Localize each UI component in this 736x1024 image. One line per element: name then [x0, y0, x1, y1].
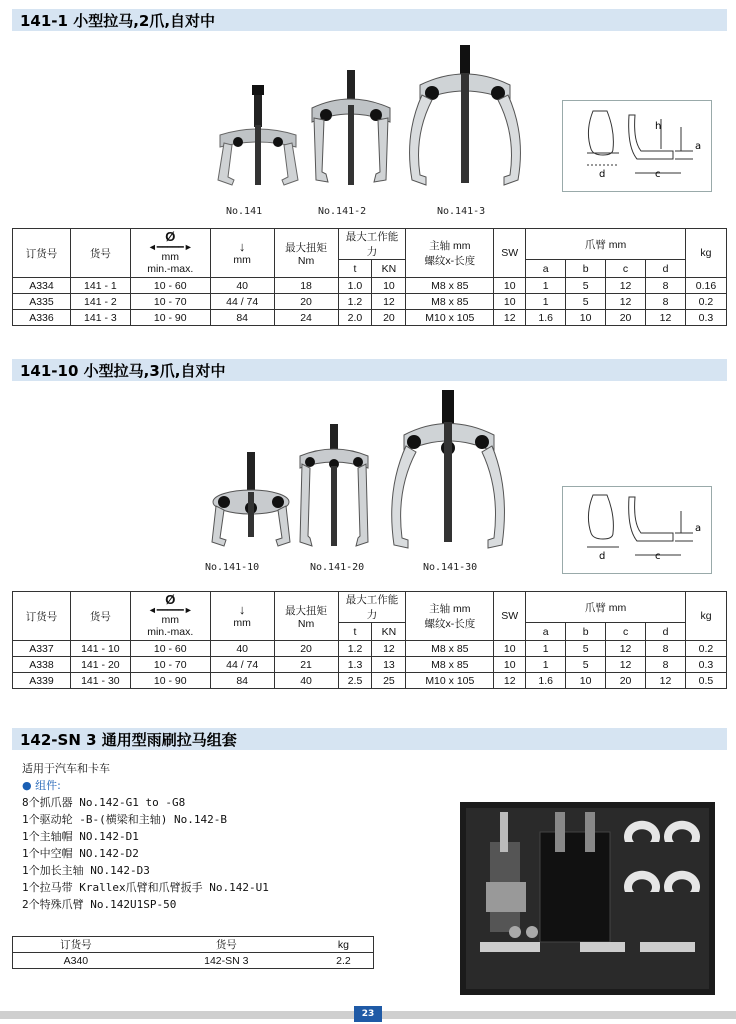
- section-header-142-sn3: [12, 728, 727, 750]
- table-cell: M10 x 105: [406, 673, 494, 689]
- table-cell: 10 - 60: [130, 641, 210, 657]
- table-cell: 12: [494, 310, 526, 326]
- items-list: [22, 794, 269, 913]
- hdr-spindle-label: 主轴 mm: [429, 240, 471, 252]
- table-cell: 1.3: [338, 657, 372, 673]
- hdr-a: a: [526, 623, 566, 641]
- hdr-dia-mm: mm: [161, 614, 180, 626]
- table-cell: 20: [606, 310, 646, 326]
- hdr-torque-label: 最大扭矩: [285, 604, 328, 617]
- small-kg: 2.2: [314, 953, 374, 969]
- table-cell: 5: [566, 641, 606, 657]
- table-row: [13, 294, 727, 310]
- hdr-t: t: [338, 260, 372, 278]
- hdr-kn: KN: [372, 260, 406, 278]
- hdr-spindle: [406, 229, 494, 278]
- hdr-sw: SW: [494, 592, 526, 641]
- table-cell: 1: [526, 657, 566, 673]
- table-cell: 10: [372, 278, 406, 294]
- hdr-kn: KN: [372, 623, 406, 641]
- table-cell: 12: [646, 673, 686, 689]
- section-title: 141-1 小型拉马,2爪,自对中: [20, 11, 216, 30]
- hdr-d: d: [646, 623, 686, 641]
- hdr-minmax: min.-max.: [147, 263, 194, 275]
- hdr-c: c: [606, 260, 646, 278]
- diagram-label-c: c: [655, 169, 661, 180]
- table-cell: 40: [274, 673, 338, 689]
- table-cell: 8: [646, 278, 686, 294]
- hdr-c: c: [606, 623, 646, 641]
- caption-no141-30: No.141-30: [423, 562, 478, 573]
- table-row: [13, 657, 727, 673]
- hdr-diameter: [130, 592, 210, 641]
- table-cell: A334: [13, 278, 71, 294]
- jaw-dimension-diagram-2: [562, 486, 712, 574]
- table-cell: 141 - 10: [70, 641, 130, 657]
- diagram-label-c: c: [655, 551, 661, 562]
- puller-photo-141: [210, 85, 305, 190]
- table-cell: 2.0: [338, 310, 372, 326]
- list-item: 1个拉马带 Krallex爪臂和爪臂扳手 No.142-U1: [22, 881, 269, 894]
- table-cell: A336: [13, 310, 71, 326]
- hdr-item-no: 货号: [70, 592, 130, 641]
- hdr-spindle-thread: 螺纹x-长度: [424, 618, 476, 630]
- table-cell: 1: [526, 278, 566, 294]
- diagram-label-a: a: [695, 523, 702, 534]
- hdr-spindle: [406, 592, 494, 641]
- hdr-torque-label: 最大扭矩: [285, 241, 328, 254]
- hdr-order-no: 订货号: [13, 229, 71, 278]
- hdr-spindle-thread: 螺纹x-长度: [424, 255, 476, 267]
- small-order-no: A340: [13, 953, 139, 969]
- diagram-label-d: d: [599, 169, 606, 180]
- list-item: 2个特殊爪臂 No.142U1SP-50: [22, 898, 177, 911]
- table-cell: 0.5: [685, 673, 726, 689]
- puller-photo-141-20: [294, 424, 374, 554]
- hdr-dia-symbol: Ø: [165, 229, 176, 244]
- hdr-order-no: 订货号: [13, 592, 71, 641]
- table-cell: M8 x 85: [406, 641, 494, 657]
- dia-arrow-icon: ◄━━━━━►: [147, 605, 193, 615]
- hdr-depth: [210, 592, 274, 641]
- table-cell: 12: [606, 641, 646, 657]
- hdr-b: b: [566, 623, 606, 641]
- table-cell: 40: [210, 278, 274, 294]
- table-cell: 44 / 74: [210, 657, 274, 673]
- table-cell: 0.3: [685, 310, 726, 326]
- table-cell: M8 x 85: [406, 657, 494, 673]
- table-cell: 10 - 60: [130, 278, 210, 294]
- table-cell: 84: [210, 310, 274, 326]
- depth-arrow-icon: ↓: [238, 602, 246, 617]
- table-cell: 5: [566, 278, 606, 294]
- hdr-depth: [210, 229, 274, 278]
- table-cell: 10: [566, 310, 606, 326]
- component-list: [22, 760, 269, 913]
- hdr-depth-mm: mm: [233, 254, 251, 266]
- table-cell: 1.2: [338, 294, 372, 310]
- table-cell: 40: [210, 641, 274, 657]
- table-cell: 12: [372, 641, 406, 657]
- table-cell: M10 x 105: [406, 310, 494, 326]
- hdr-item-no: 货号: [70, 229, 130, 278]
- spec-table-141-10: [12, 591, 727, 689]
- table-row: [13, 673, 727, 689]
- table-cell: 25: [372, 673, 406, 689]
- puller-photo-141-3: [402, 45, 527, 190]
- table-cell: 12: [606, 657, 646, 673]
- hdr-minmax: min.-max.: [147, 626, 194, 638]
- depth-arrow-icon: ↓: [238, 239, 246, 254]
- hdr-t: t: [338, 623, 372, 641]
- jaw-dimension-diagram: [562, 100, 712, 192]
- intro-text: 适用于汽车和卡车: [22, 762, 110, 775]
- table-cell: 141 - 20: [70, 657, 130, 673]
- table-cell: M8 x 85: [406, 294, 494, 310]
- table-cell: 0.2: [685, 641, 726, 657]
- components-heading: [22, 777, 269, 794]
- section-header-141-10: [12, 359, 727, 381]
- caption-no141-20: No.141-20: [310, 562, 365, 573]
- diagram-label-h: h: [655, 121, 662, 132]
- table-cell: 84: [210, 673, 274, 689]
- table-cell: 8: [646, 641, 686, 657]
- small-item-no: 142-SN 3: [139, 953, 314, 969]
- puller-photo-141-10: [206, 452, 296, 552]
- hdr-a: a: [526, 260, 566, 278]
- table-cell: 20: [606, 673, 646, 689]
- puller-photo-141-2: [300, 70, 400, 190]
- table-cell: 141 - 1: [70, 278, 130, 294]
- table-cell: 141 - 30: [70, 673, 130, 689]
- table-cell: 20: [274, 641, 338, 657]
- hdr-dia-symbol: Ø: [165, 592, 176, 607]
- table-cell: 10: [566, 673, 606, 689]
- wiper-puller-kit-photo: [460, 802, 715, 995]
- section-header-141-1: [12, 9, 727, 31]
- diagram-label-d: d: [599, 551, 606, 562]
- table-cell: 8: [646, 294, 686, 310]
- page-number: 23: [354, 1006, 382, 1022]
- diagram-label-a: a: [695, 141, 702, 152]
- hdr-torque: [274, 592, 338, 641]
- bullet-icon: ●: [22, 779, 36, 792]
- table-row: [13, 641, 727, 657]
- table-cell: 1.2: [338, 641, 372, 657]
- list-item: 1个驱动轮 -B-(横梁和主轴) No.142-B: [22, 813, 227, 826]
- puller-photo-141-30: [382, 390, 517, 555]
- hdr-depth-mm: mm: [233, 617, 251, 629]
- dia-arrow-icon: ◄━━━━━►: [147, 242, 193, 252]
- table-cell: 12: [494, 673, 526, 689]
- components-label: 组件:: [35, 779, 61, 792]
- table-cell: 10: [494, 294, 526, 310]
- table-cell: M8 x 85: [406, 278, 494, 294]
- table-cell: 141 - 3: [70, 310, 130, 326]
- table-cell: A335: [13, 294, 71, 310]
- table-cell: 1: [526, 294, 566, 310]
- hdr-dia-mm: mm: [161, 251, 180, 263]
- hdr-kg: kg: [685, 229, 726, 278]
- table-cell: 12: [606, 278, 646, 294]
- table-cell: 13: [372, 657, 406, 673]
- table-cell: 12: [606, 294, 646, 310]
- hdr-jaw: 爪臂 mm: [526, 592, 686, 623]
- table-cell: 0.16: [685, 278, 726, 294]
- table-cell: 12: [372, 294, 406, 310]
- list-item: 1个加长主轴 NO.142-D3: [22, 864, 150, 877]
- table-cell: 0.2: [685, 294, 726, 310]
- table-cell: 10 - 90: [130, 310, 210, 326]
- table-row: [13, 310, 727, 326]
- small-hdr-order-no: 订货号: [13, 937, 139, 953]
- table-cell: 10 - 70: [130, 657, 210, 673]
- hdr-capacity: 最大工作能力: [338, 592, 406, 623]
- caption-no141-2: No.141-2: [318, 206, 367, 217]
- table-cell: 20: [274, 294, 338, 310]
- table-cell: 10 - 70: [130, 294, 210, 310]
- spec-table-141-1: [12, 228, 727, 326]
- table-cell: 20: [372, 310, 406, 326]
- hdr-torque-unit: Nm: [297, 254, 315, 267]
- hdr-spindle-label: 主轴 mm: [429, 603, 471, 615]
- small-hdr-kg: kg: [314, 937, 374, 953]
- table-cell: A339: [13, 673, 71, 689]
- hdr-capacity: 最大工作能力: [338, 229, 406, 260]
- caption-no141: No.141: [226, 206, 263, 217]
- section-title: 141-10 小型拉马,3爪,自对中: [20, 361, 226, 380]
- table-cell: 1.6: [526, 310, 566, 326]
- table-cell: 21: [274, 657, 338, 673]
- table-cell: 141 - 2: [70, 294, 130, 310]
- hdr-torque: [274, 229, 338, 278]
- table-cell: 18: [274, 278, 338, 294]
- small-hdr-item-no: 货号: [139, 937, 314, 953]
- table-cell: 10: [494, 657, 526, 673]
- hdr-kg: kg: [685, 592, 726, 641]
- table-cell: 24: [274, 310, 338, 326]
- table-cell: 5: [566, 294, 606, 310]
- table-cell: 5: [566, 657, 606, 673]
- table-cell: A338: [13, 657, 71, 673]
- caption-no141-3: No.141-3: [437, 206, 486, 217]
- kit-order-table: [12, 936, 374, 969]
- table-cell: 10: [494, 641, 526, 657]
- table-cell: 12: [646, 310, 686, 326]
- table-row: [13, 278, 727, 294]
- hdr-sw: SW: [494, 229, 526, 278]
- hdr-d: d: [646, 260, 686, 278]
- table-cell: A337: [13, 641, 71, 657]
- table-cell: 2.5: [338, 673, 372, 689]
- table-cell: 1: [526, 641, 566, 657]
- section-title: 142-SN 3 通用型雨刷拉马组套: [20, 730, 237, 749]
- hdr-jaw: 爪臂 mm: [526, 229, 686, 260]
- list-item: 1个中空帽 NO.142-D2: [22, 847, 139, 860]
- table-cell: 1.6: [526, 673, 566, 689]
- hdr-b: b: [566, 260, 606, 278]
- table-cell: 10: [494, 278, 526, 294]
- hdr-diameter: [130, 229, 210, 278]
- list-item: 8个抓爪器 No.142-G1 to -G8: [22, 796, 186, 809]
- table-cell: 8: [646, 657, 686, 673]
- caption-no141-10: No.141-10: [205, 562, 260, 573]
- table-cell: 0.3: [685, 657, 726, 673]
- hdr-torque-unit: Nm: [297, 617, 315, 630]
- table-cell: 44 / 74: [210, 294, 274, 310]
- table-cell: 1.0: [338, 278, 372, 294]
- list-item: 1个主轴帽 NO.142-D1: [22, 830, 139, 843]
- table-cell: 10 - 90: [130, 673, 210, 689]
